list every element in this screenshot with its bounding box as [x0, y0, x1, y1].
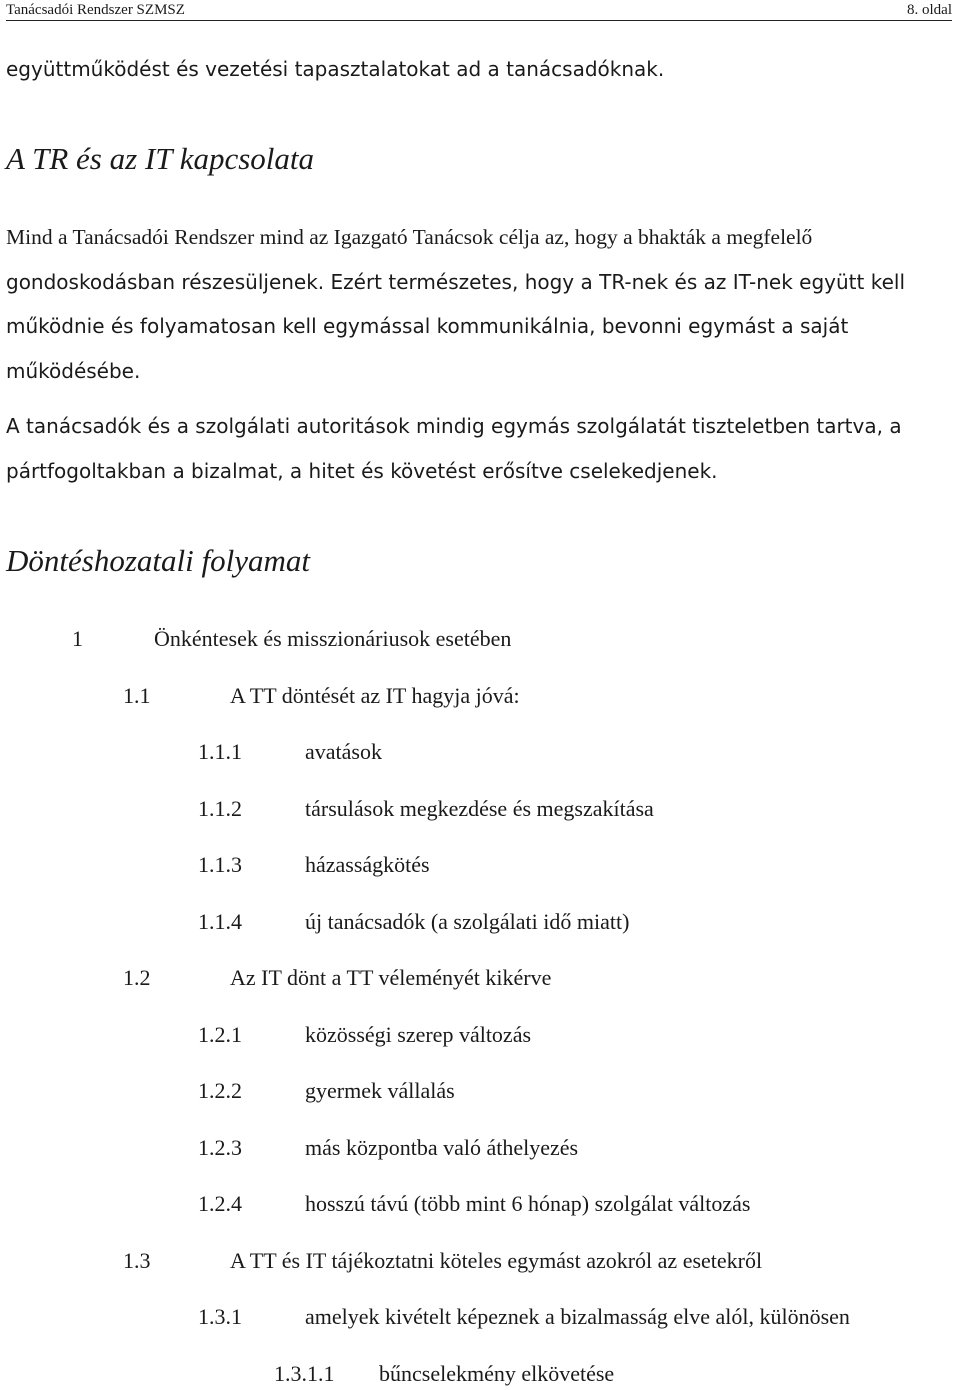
outline-text: A TT és IT tájékoztatni köteles egymást azokról az esetekről — [230, 1248, 763, 1273]
paragraph-advisors: A tanácsadók és a szolgálati autoritások mindig egymás szolgálatát tiszteletben tartva, a pártfogoltakban a bizalmat, a hitet és követést erősítve cselekedjenek. — [6, 414, 902, 483]
paragraph-tr-it-sans: gondoskodásban részesüljenek. Ezért természetes, hogy a TR-nek és az IT-nek együtt kell működnie és folyamatosan kell egymással kommunikálnia, bevonni egymást a saját működésébe. — [6, 269, 905, 383]
outline-text: más központba való áthelyezés — [305, 1135, 579, 1160]
outline-number: 1.1.1 — [198, 739, 242, 764]
outline-number: 1.2.3 — [198, 1135, 242, 1160]
section-heading-decision: Döntéshozatali folyamat — [6, 543, 310, 578]
outline-number: 1.2.2 — [198, 1078, 242, 1103]
intro-line: együttműködést és vezetési tapasztalatokat ad a tanácsadóknak. — [6, 57, 665, 81]
outline-number: 1.3.1.1 — [274, 1361, 335, 1386]
outline-number: 1.1.4 — [198, 909, 242, 934]
outline-number: 1.3.1 — [198, 1304, 242, 1329]
outline-text: gyermek vállalás — [305, 1078, 455, 1103]
outline-text: új tanácsadók (a szolgálati idő miatt) — [305, 909, 630, 934]
section-heading-tr-it: A TR és az IT kapcsolata — [6, 141, 315, 176]
paragraph-tr-it — [6, 215, 951, 393]
outline-text: avatások — [305, 739, 382, 764]
outline-text: Önkéntesek és misszionáriusok esetében — [154, 626, 512, 651]
outline-text: bűncselekmény elkövetése — [379, 1361, 615, 1386]
outline-number: 1 — [72, 626, 83, 651]
outline-text: amelyek kivételt képeznek a bizalmasság elve alól, különösen — [305, 1304, 850, 1329]
outline-text: házasságkötés — [305, 852, 430, 877]
outline-text: Az IT dönt a TT véleményét kikérve — [230, 965, 552, 990]
outline-number: 1.2.1 — [198, 1022, 242, 1047]
outline-number: 1.1 — [123, 683, 151, 708]
header-title: Tanácsadói Rendszer SZMSZ — [6, 2, 185, 18]
outline-text: A TT döntését az IT hagyja jóvá: — [230, 683, 520, 708]
outline-text: társulások megkezdése és megszakítása — [305, 796, 654, 821]
outline-number: 1.1.2 — [198, 796, 242, 821]
paragraph-tr-it-serif: Mind a Tanácsadói Rendszer mind az Igazgató Tanácsok célja az, hogy a bhakták a megfelelő — [6, 225, 813, 249]
outline-text: közösségi szerep változás — [305, 1022, 532, 1047]
outline-text: hosszú távú (több mint 6 hónap) szolgálat változás — [305, 1191, 751, 1216]
header-page-number: 8. oldal — [907, 2, 952, 18]
page-header — [6, 0, 952, 21]
outline-number: 1.2.4 — [198, 1191, 242, 1216]
outline-number: 1.3 — [123, 1248, 151, 1273]
outline-number: 1.2 — [123, 965, 151, 990]
outline-number: 1.1.3 — [198, 852, 242, 877]
